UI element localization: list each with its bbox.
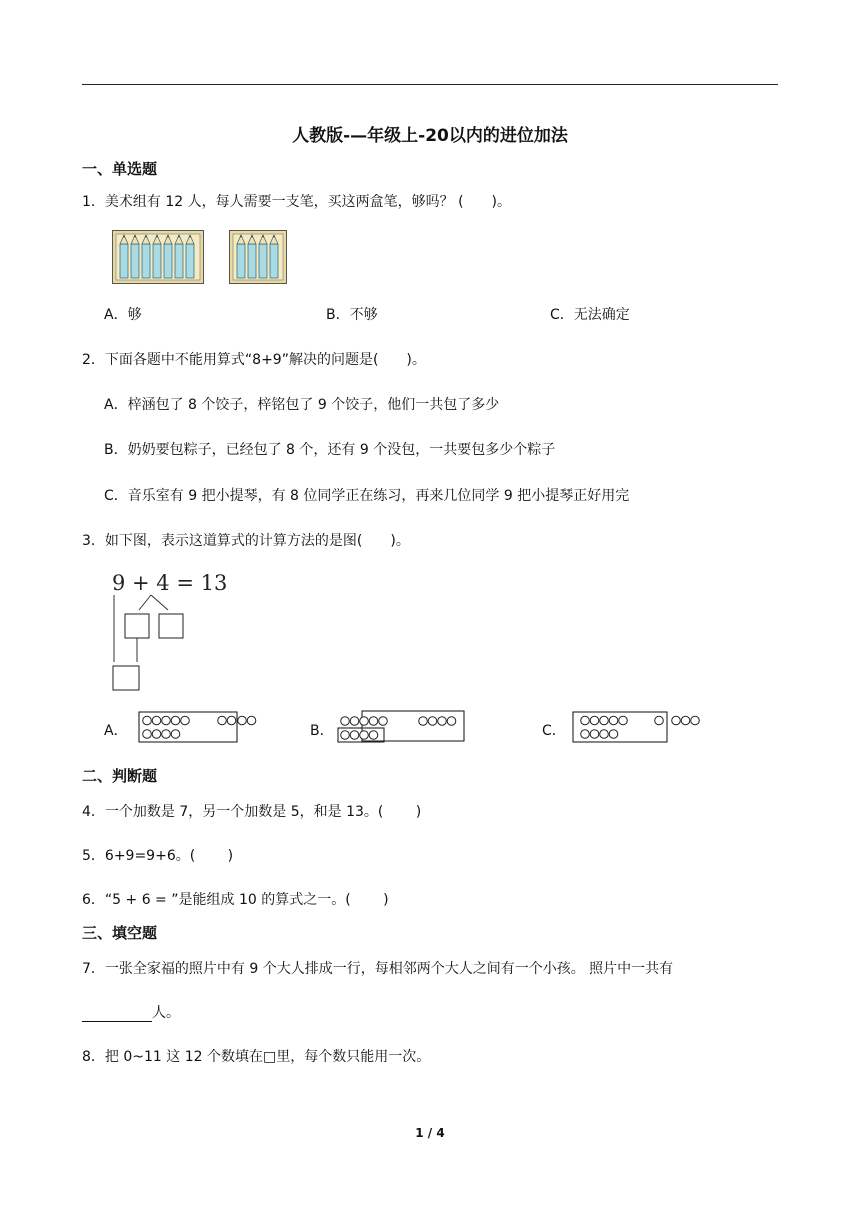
counter-circle [247,716,256,725]
equation-text: 9 + 4 = 13 [112,571,228,595]
q2-option-b: B．奶奶要包粽子，已经包了 8 个，还有 9 个没包，一共要包多少个粽子 [104,442,556,458]
pencil-box-image-2 [229,230,287,284]
counter-circle [438,717,447,726]
counter-circle [428,717,437,726]
section-heading-single-choice: 一、单选题 [82,160,158,178]
pencil-icon [237,235,245,278]
split-diagram-image [110,570,228,692]
counter-circle [619,716,628,725]
counter-circle [590,730,599,739]
pencil-icon [120,235,128,278]
ten-frame-diagram-a [138,710,268,744]
counter-circle [360,731,369,740]
counter-circle [369,717,378,726]
answer-unit: 人。 [152,1005,180,1021]
counter-circle [600,730,609,739]
counter-circle [238,716,247,725]
question-7-answer-line [82,1002,180,1022]
ten-frame-diagram-c [572,710,706,744]
header-rule [82,84,778,85]
q3-option-a-label: A． [104,723,128,739]
q2-option-c: C．音乐室有 9 把小提琴，有 8 位同学正在练习，再来几位同学 9 把小提琴正好用完 [104,488,630,504]
counter-circle [181,716,190,725]
pencil-icon [142,235,150,278]
counter-circle [341,731,350,740]
counter-circle [655,716,664,725]
q1-option-a: A．够 [104,307,142,323]
ten-frame-diagram-b [337,710,467,744]
question-8-text: 8．把 0~11 这 12 个数填在□里，每个数只能用一次。 [82,1049,431,1065]
page-number: 1 / 4 [415,1126,445,1140]
answer-blank[interactable] [82,1007,152,1022]
counter-circle [360,717,369,726]
counter-circle [379,717,388,726]
pencil-icon [259,235,267,278]
counter-circle [419,717,428,726]
pencil-icon [153,235,161,278]
q3-option-b-label: B． [310,723,334,739]
counter-circle [152,730,161,739]
section-heading-fill-blank: 三、填空题 [82,924,158,942]
question-7-text: 7．一张全家福的照片中有 9 个大人排成一行，每相邻两个大人之间有一个小孩。 照片中一共有 [82,961,674,977]
q1-option-c: C．无法确定 [550,307,630,323]
q3-option-c-label: C． [542,723,566,739]
pencil-icon [164,235,172,278]
page-title: 人教版-—年级上-20以内的进位加法 [292,126,568,146]
counter-circle [609,730,618,739]
counter-circle [609,716,618,725]
counter-circle [350,731,359,740]
question-4-text: 4．一个加数是 7，另一个加数是 5，和是 13。( ) [82,804,422,820]
question-3-text: 3．如下图，表示这道算式的计算方法的是图( )。 [82,533,410,549]
counter-circle [600,716,609,725]
counter-circle [171,716,180,725]
counter-circle [369,731,378,740]
pencil-icon [186,235,194,278]
counter-circle [162,730,171,739]
counter-circle [143,716,152,725]
counter-circle [218,716,227,725]
counter-circle [152,716,161,725]
question-5-text: 5．6+9=9+6。( ) [82,848,234,864]
q2-option-a: A．梓涵包了 8 个饺子，梓铭包了 9 个饺子，他们一共包了多少 [104,397,500,413]
counter-circle [691,716,700,725]
counter-circle [447,717,456,726]
question-6-text: 6．“5 + 6 = ”是能组成 10 的算式之一。( ) [82,892,389,908]
pencil-icon [270,235,278,278]
counter-circle [590,716,599,725]
pencil-icon [175,235,183,278]
counter-circle [350,717,359,726]
counter-circle [143,730,152,739]
counter-circle [581,716,590,725]
counter-circle [162,716,171,725]
question-1-text: 1．美术组有 12 人，每人需要一支笔，买这两盒笔，够吗？ ( )。 [82,194,511,210]
counter-circle [171,730,180,739]
pencil-box-image-1 [112,230,204,284]
pencil-icon [248,235,256,278]
counter-circle [672,716,681,725]
question-2-text: 2．下面各题中不能用算式“8+9”解决的问题是( )。 [82,352,426,368]
section-heading-true-false: 二、判断题 [82,767,158,785]
pencil-icon [131,235,139,278]
q1-option-b: B．不够 [326,307,378,323]
counter-circle [227,716,236,725]
counter-circle [681,716,690,725]
counter-circle [341,717,350,726]
counter-circle [581,730,590,739]
